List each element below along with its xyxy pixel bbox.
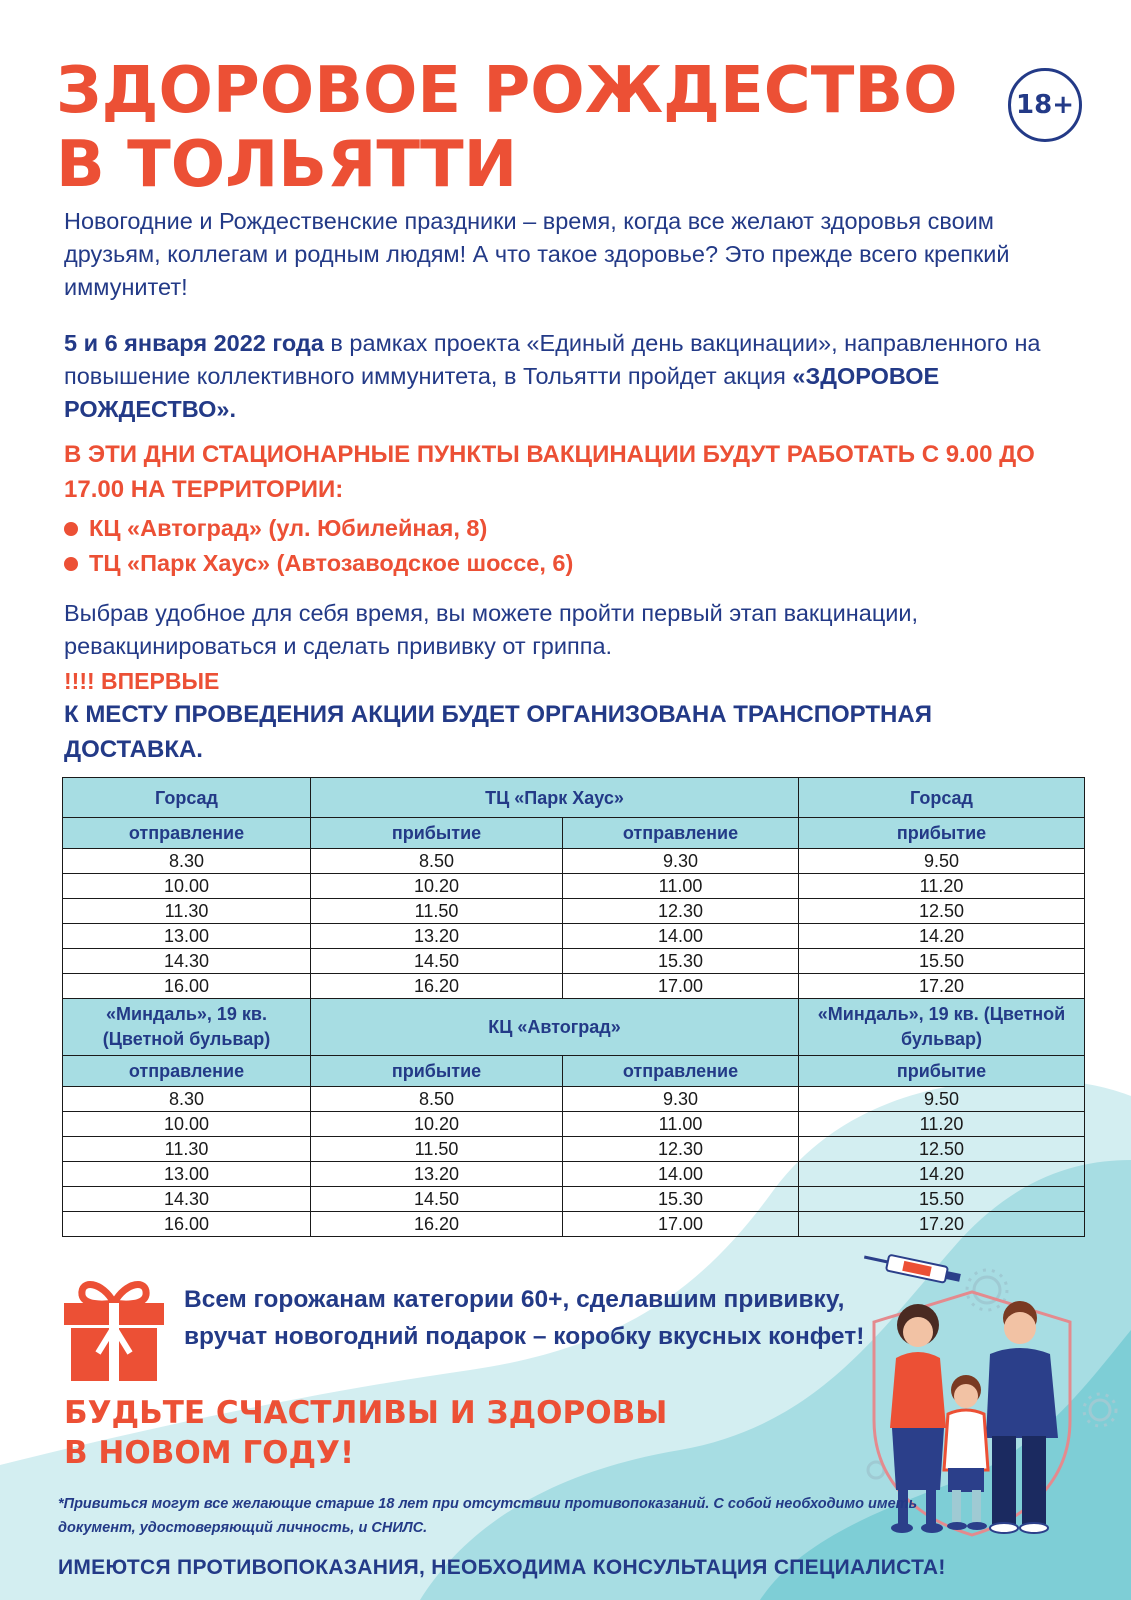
wish-line-1: БУДЬТЕ СЧАСТЛИВЫ И ЗДОРОВЫ (64, 1395, 668, 1431)
table-cell: 12.30 (563, 1137, 799, 1162)
table-row (63, 874, 1085, 899)
table-cell: 14.50 (311, 1187, 563, 1212)
bullet-dot-icon (64, 522, 78, 536)
table-cell: 14.00 (563, 924, 799, 949)
table-cell: 15.50 (799, 1187, 1085, 1212)
location-item (64, 546, 573, 581)
table-cell: 9.30 (563, 849, 799, 874)
table-cell: 13.20 (311, 1162, 563, 1187)
table-cell: 11.50 (311, 1137, 563, 1162)
column-header: прибытие (799, 1056, 1085, 1087)
locations-list (64, 511, 573, 581)
table-cell: 14.00 (563, 1162, 799, 1187)
table-cell: 8.30 (63, 849, 311, 874)
table-cell: 12.50 (799, 899, 1085, 924)
table-cell: 12.50 (799, 1137, 1085, 1162)
table-cell: 16.00 (63, 974, 311, 999)
gift-icon (62, 1273, 166, 1381)
wish-line-2: В НОВОМ ГОДУ! (64, 1435, 355, 1471)
table-cell: 11.30 (63, 1137, 311, 1162)
table-cell: 11.20 (799, 874, 1085, 899)
table-cell: 17.20 (799, 1212, 1085, 1237)
announcement-text: в рамках проекта «Единый день вакцинации», направленного на повышение коллективного иммунитета, в Тольятти пройдет акция (64, 330, 1041, 389)
return-header: «Миндаль», 19 кв. (Цветной бульвар) (799, 999, 1085, 1056)
table-row (63, 849, 1085, 874)
table-cell: 8.50 (311, 849, 563, 874)
page-title (56, 54, 958, 202)
table-subheader-row (63, 1056, 1085, 1087)
table-row (63, 1137, 1085, 1162)
table-cell: 11.50 (311, 899, 563, 924)
destination-header: ТЦ «Парк Хаус» (311, 778, 799, 818)
table-cell: 12.30 (563, 899, 799, 924)
gift-announcement: Всем горожанам категории 60+, сделавшим прививку, вручат новогодний подарок – коробку вкусных конфет! (184, 1286, 865, 1350)
age-rating-badge: 18+ (1008, 68, 1082, 142)
table-row (63, 1087, 1085, 1112)
table-row (63, 924, 1085, 949)
table-cell: 14.50 (311, 949, 563, 974)
table-cell: 14.30 (63, 949, 311, 974)
table-cell: 11.20 (799, 1112, 1085, 1137)
table-cell: 13.20 (311, 924, 563, 949)
table-cell: 16.00 (63, 1212, 311, 1237)
origin-header: «Миндаль», 19 кв. (Цветной бульвар) (63, 999, 311, 1056)
announcement-date: 5 и 6 января 2022 года (64, 330, 324, 356)
column-header: прибытие (311, 1056, 563, 1087)
title-line-2: В ТОЛЬЯТТИ (56, 128, 518, 202)
table-cell: 15.30 (563, 949, 799, 974)
table-cell: 15.50 (799, 949, 1085, 974)
table-cell: 14.20 (799, 1162, 1085, 1187)
table-cell: 10.20 (311, 1112, 563, 1137)
column-header: отправление (63, 1056, 311, 1087)
transport-schedule-table (62, 777, 1085, 1237)
table-cell: 11.00 (563, 874, 799, 899)
first-time-label: !!!! ВПЕРВЫЕ (64, 668, 220, 694)
footnote: *Привиться могут все желающие старше 18 лет при отсутствии противопоказаний. С собой необходимо иметь документ, удостоверяющий личность, и СНИЛС. (58, 1496, 918, 1536)
table-cell: 11.30 (63, 899, 311, 924)
table-cell: 10.00 (63, 874, 311, 899)
holiday-wish (64, 1393, 667, 1473)
column-header: прибытие (799, 818, 1085, 849)
column-header: отправление (563, 1056, 799, 1087)
table-cell: 17.00 (563, 974, 799, 999)
hours-notice: В ЭТИ ДНИ СТАЦИОНАРНЫЕ ПУНКТЫ ВАКЦИНАЦИИ БУДУТ РАБОТАТЬ С 9.00 ДО 17.00 НА ТЕРРИТОРИИ: (64, 441, 1035, 503)
table-row (63, 949, 1085, 974)
column-header: отправление (563, 818, 799, 849)
table-row (63, 1162, 1085, 1187)
table-cell: 9.50 (799, 1087, 1085, 1112)
destination-header: КЦ «Автоград» (311, 999, 799, 1056)
table-cell: 9.30 (563, 1087, 799, 1112)
table-cell: 10.20 (311, 874, 563, 899)
table-row (63, 1187, 1085, 1212)
title-line-1: ЗДОРОВОЕ РОЖДЕСТВО (56, 54, 958, 128)
return-header: Горсад (799, 778, 1085, 818)
table-cell: 16.20 (311, 974, 563, 999)
contraindications-warning: ИМЕЮТСЯ ПРОТИВОПОКАЗАНИЯ, НЕОБХОДИМА КОНСУЛЬТАЦИЯ СПЕЦИАЛИСТА! (58, 1556, 946, 1579)
column-header: отправление (63, 818, 311, 849)
table-cell: 14.20 (799, 924, 1085, 949)
location-item (64, 511, 573, 546)
table-row (63, 974, 1085, 999)
action-name: «ЗДОРОВОЕ РОЖДЕСТВО». (64, 363, 940, 422)
intro-paragraph: Новогодние и Рождественские праздники – время, когда все желают здоровья своим друзьям, коллегам и родным людям! А что такое здоровье? Это прежде всего крепкий иммунитет! (64, 208, 1010, 300)
table-cell: 13.00 (63, 1162, 311, 1187)
table-cell: 14.30 (63, 1187, 311, 1212)
table-header-row (63, 778, 1085, 818)
table-cell: 17.20 (799, 974, 1085, 999)
table-cell: 13.00 (63, 924, 311, 949)
table-cell: 11.00 (563, 1112, 799, 1137)
announcement-paragraph (64, 327, 1074, 426)
table-row (63, 1112, 1085, 1137)
syringe-icon (862, 1250, 961, 1286)
bullet-dot-icon (64, 557, 78, 571)
table-header-row (63, 999, 1085, 1056)
table-row (63, 1212, 1085, 1237)
table-cell: 17.00 (563, 1212, 799, 1237)
table-subheader-row (63, 818, 1085, 849)
transport-notice: К МЕСТУ ПРОВЕДЕНИЯ АКЦИИ БУДЕТ ОРГАНИЗОВАНА ТРАНСПОРТНАЯ ДОСТАВКА. (64, 701, 932, 763)
location-label: ТЦ «Парк Хаус» (Автозаводское шоссе, 6) (89, 550, 574, 576)
table-cell: 8.50 (311, 1087, 563, 1112)
table-cell: 9.50 (799, 849, 1085, 874)
origin-header: Горсад (63, 778, 311, 818)
table-row (63, 899, 1085, 924)
location-label: КЦ «Автоград» (ул. Юбилейная, 8) (89, 515, 488, 541)
column-header: прибытие (311, 818, 563, 849)
choice-paragraph: Выбрав удобное для себя время, вы можете пройти первый этап вакцинации, ревакцинироваться и сделать прививку от гриппа. (64, 600, 919, 659)
table-cell: 16.20 (311, 1212, 563, 1237)
table-cell: 10.00 (63, 1112, 311, 1137)
table-cell: 8.30 (63, 1087, 311, 1112)
table-cell: 15.30 (563, 1187, 799, 1212)
